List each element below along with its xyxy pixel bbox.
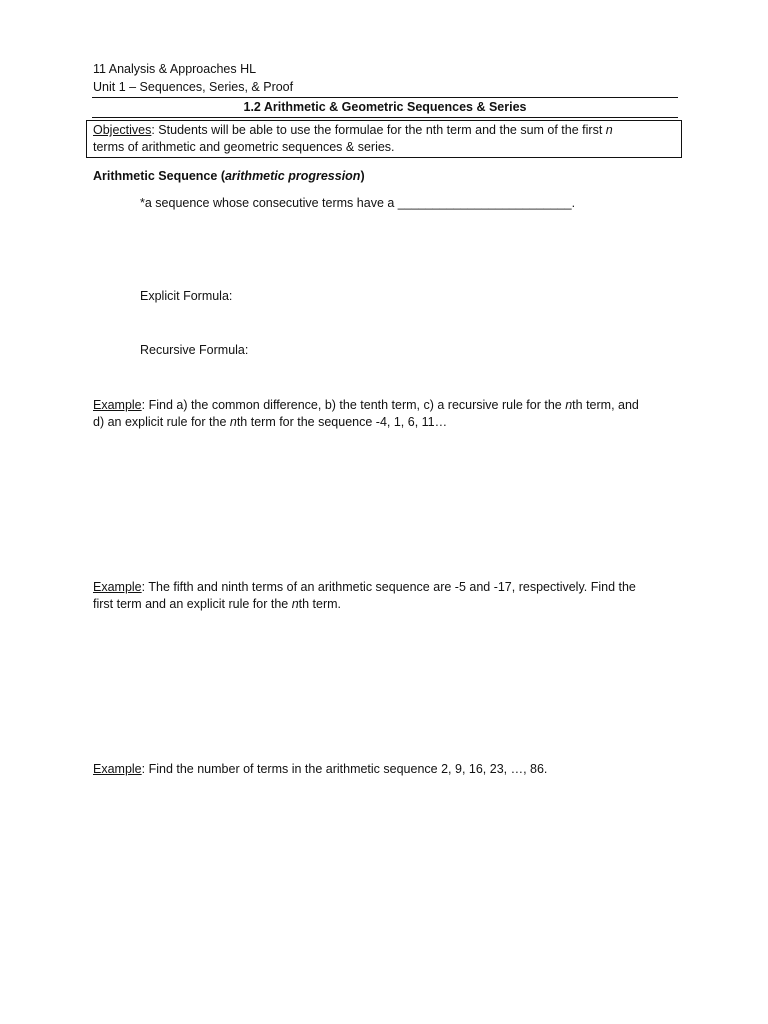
example-label: Example bbox=[93, 398, 142, 412]
course-name: 11 Analysis & Approaches HL bbox=[93, 62, 257, 76]
definition-text: *a sequence whose consecutive terms have a _________________________. bbox=[140, 196, 576, 210]
lesson-title: 1.2 Arithmetic & Geometric Sequences & Series bbox=[243, 100, 527, 114]
example-1 bbox=[93, 397, 639, 431]
example-2-text-b: first term and an explicit rule for the bbox=[93, 597, 292, 611]
example-label: Example bbox=[93, 762, 142, 776]
example-1-line-1 bbox=[93, 397, 639, 414]
example-2-line-1 bbox=[93, 579, 636, 596]
objectives-label: Objectives bbox=[93, 123, 152, 137]
example-1-n-2: n bbox=[229, 415, 237, 429]
heading-suffix: ) bbox=[360, 169, 365, 183]
objectives-line-2: terms of arithmetic and geometric sequences & series. bbox=[93, 140, 395, 154]
objectives-box bbox=[86, 120, 682, 158]
unit-name: Unit 1 – Sequences, Series, & Proof bbox=[93, 80, 294, 94]
objectives-text-1: : Students will be able to use the formulae for the nth term and the sum of the first bbox=[151, 123, 606, 137]
example-1-text-d: th term for the sequence -4, 1, 6, 11… bbox=[236, 415, 448, 429]
objectives-n: n bbox=[605, 123, 613, 137]
example-2-line-2 bbox=[93, 596, 636, 613]
section-heading-arithmetic bbox=[93, 168, 365, 185]
example-1-text-b: th term, and bbox=[572, 398, 639, 412]
title-rule-top bbox=[92, 97, 678, 98]
objectives-line-1 bbox=[93, 122, 675, 139]
heading-italic: arithmetic progression bbox=[224, 169, 361, 183]
example-1-text-a: : Find a) the common difference, b) the tenth term, c) a recursive rule for the bbox=[141, 398, 566, 412]
recursive-formula-label: Recursive Formula: bbox=[140, 343, 249, 357]
heading-prefix: Arithmetic Sequence ( bbox=[93, 169, 225, 183]
explicit-formula-label: Explicit Formula: bbox=[140, 289, 233, 303]
example-2-text-c: th term. bbox=[298, 597, 342, 611]
example-2 bbox=[93, 579, 636, 613]
example-2-text-a: : The fifth and ninth terms of an arithmetic sequence are -5 and -17, respectively. Find the bbox=[141, 580, 636, 594]
example-1-text-c: d) an explicit rule for the bbox=[93, 415, 230, 429]
example-label: Example bbox=[93, 580, 142, 594]
example-2-n: n bbox=[291, 597, 299, 611]
example-3-text: : Find the number of terms in the arithmetic sequence 2, 9, 16, 23, …, 86. bbox=[141, 762, 548, 776]
example-1-n: n bbox=[565, 398, 573, 412]
title-rule-bottom bbox=[92, 117, 678, 118]
example-1-line-2 bbox=[93, 414, 639, 431]
example-3-line-1 bbox=[93, 761, 547, 778]
example-3 bbox=[93, 761, 547, 778]
